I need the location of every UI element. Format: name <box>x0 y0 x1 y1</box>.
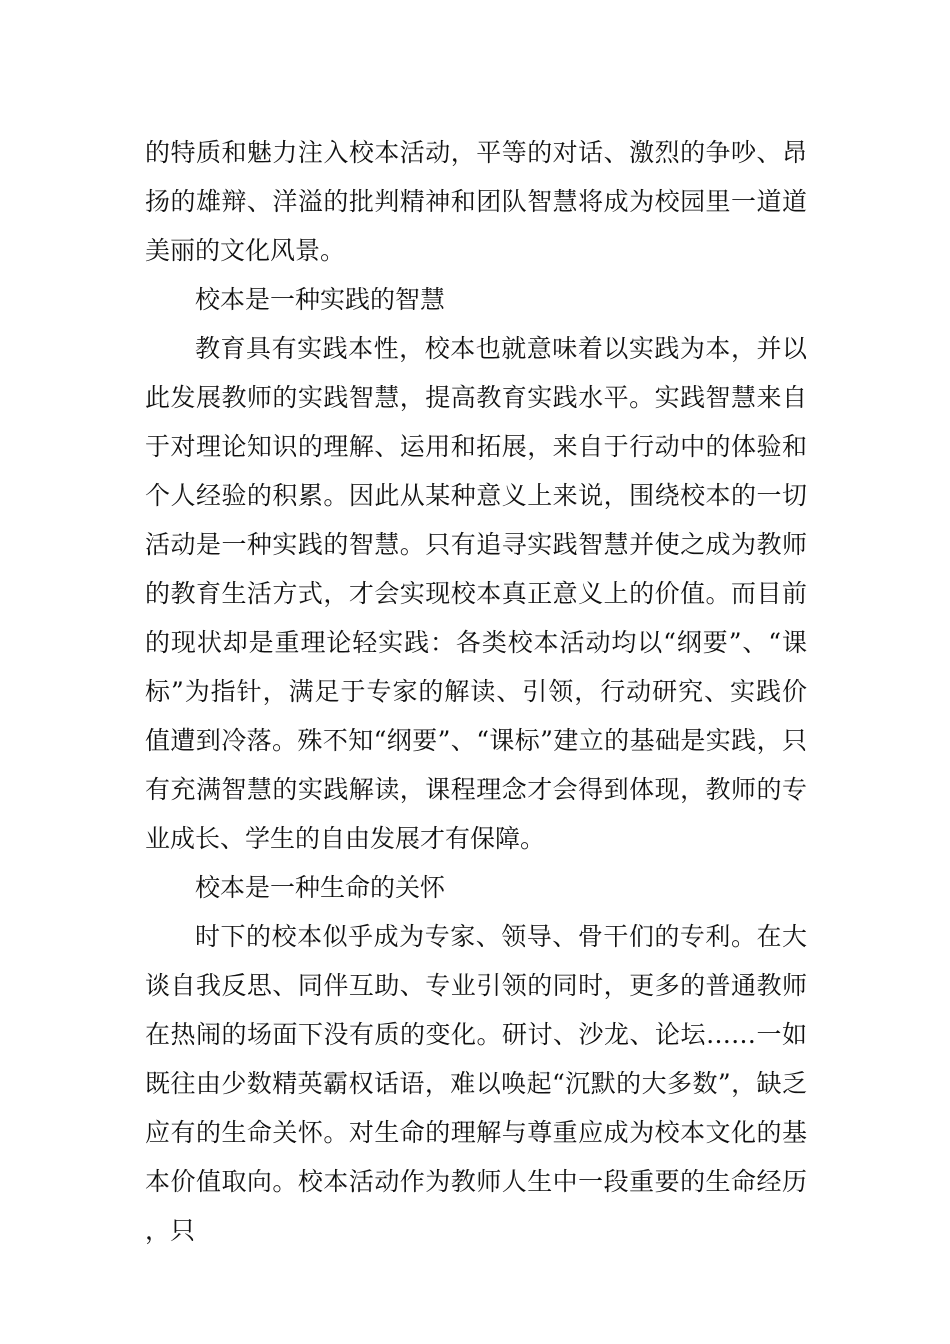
section-heading-life-care: 校本是一种生命的关怀 <box>195 873 446 902</box>
section-heading-practice-wisdom: 校本是一种实践的智慧 <box>195 285 446 314</box>
document-body <box>145 128 807 1255</box>
paragraph-life-care: 时下的校本似乎成为专家、领导、骨干们的专利。在大谈自我反思、同伴互助、专业引领的同时，更多的普通教师在热闹的场面下没有质的变化。研讨、沙龙、论坛……一如既往由少数精英霸权话语，难以唤起“沉默的大多数”，缺乏应有的生命关怀。对生命的理解与尊重应成为校本文化的基本价值取向。校本活动作为教师人生中一段重要的生命经历，只 <box>145 922 807 1245</box>
paragraph-continued: 的特质和魅力注入校本活动，平等的对话、激烈的争吵、昂扬的雄辩、洋溢的批判精神和团队智慧将成为校园里一道道美丽的文化风景。 <box>145 138 807 265</box>
paragraph-practice-wisdom: 教育具有实践本性，校本也就意味着以实践为本，并以此发展教师的实践智慧，提高教育实践水平。实践智慧来自于对理论知识的理解、运用和拓展，来自于行动中的体验和个人经验的积累。因此从某种意义上来说，围绕校本的一切活动是一种实践的智慧。只有追寻实践智慧并使之成为教师的教育生活方式，才会实现校本真正意义上的价值。而目前的现状却是重理论轻实践：各类校本活动均以“纲要”、“课标”为指针，满足于专家的解读、引领，行动研究、实践价值遭到冷落。殊不知“纲要”、“课标”建立的基础是实践，只有充满智慧的实践解读，课程理念才会得到体现，教师的专业成长、学生的自由发展才有保障。 <box>145 334 807 853</box>
